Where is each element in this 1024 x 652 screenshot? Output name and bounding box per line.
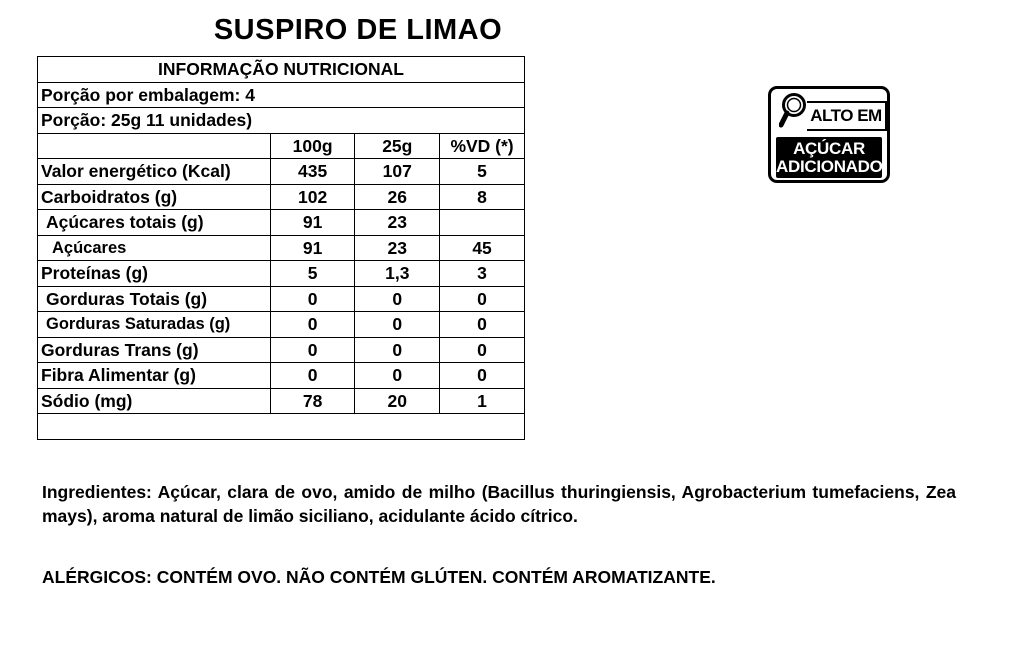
table-row [38,261,525,287]
high-sugar-warning-badge [768,86,890,183]
allergens-text: ALÉRGICOS: CONTÉM OVO. NÃO CONTÉM GLÚTEN. CONTÉM AROMATIZANTE. [42,567,716,587]
table-row [38,363,525,389]
badge-top-text: ALTO EM [807,101,887,131]
value-100g: 78 [270,388,355,414]
value-vd: 1 [440,388,525,414]
row-label: Gorduras Totais (g) [38,286,271,312]
value-25g: 0 [355,286,440,312]
value-100g: 102 [270,184,355,210]
table-footer-blank [38,414,525,440]
row-label: Sódio (mg) [38,388,271,414]
value-25g: 0 [355,312,440,338]
row-label: Gorduras Trans (g) [38,337,271,363]
value-25g: 0 [355,363,440,389]
product-title: SUSPIRO DE LIMAO [213,14,503,46]
value-25g: 1,3 [355,261,440,287]
value-vd: 0 [440,363,525,389]
value-vd: 8 [440,184,525,210]
value-25g: 26 [355,184,440,210]
value-100g: 5 [270,261,355,287]
value-100g: 0 [270,312,355,338]
value-vd: 0 [440,286,525,312]
table-row [38,286,525,312]
table-row [38,312,525,338]
value-100g: 0 [270,363,355,389]
nutrition-table [37,56,525,440]
column-header-100g: 100g [270,133,355,159]
value-25g: 0 [355,337,440,363]
value-100g: 91 [270,235,355,261]
value-25g: 107 [355,159,440,185]
value-100g: 0 [270,337,355,363]
value-25g: 20 [355,388,440,414]
serving-size: Porção: 25g 11 unidades) [38,108,525,134]
badge-line-2: ADICIONADO [776,157,883,176]
badge-line-1: AÇÚCAR [793,139,865,158]
nutrition-table-header: INFORMAÇÃO NUTRICIONAL [38,57,525,83]
table-row [38,210,525,236]
value-vd: 45 [440,235,525,261]
row-label: Açúcares [38,235,271,261]
table-row [38,337,525,363]
row-label: Fibra Alimentar (g) [38,363,271,389]
column-header-25g: 25g [355,133,440,159]
table-row [38,235,525,261]
value-100g: 91 [270,210,355,236]
table-row [38,184,525,210]
value-100g: 435 [270,159,355,185]
ingredients-text: Ingredientes: Açúcar, clara de ovo, amido de milho (Bacillus thuringiensis, Agrobacterium tumefaciens, Zea mays), aroma natural de limão siciliano, acidulante ácido cítrico. [42,482,956,526]
table-row [38,388,525,414]
badge-warning-box [776,137,882,178]
row-label: Gorduras Saturadas (g) [38,312,271,338]
row-label: Carboidratos (g) [38,184,271,210]
value-100g: 0 [270,286,355,312]
table-row [38,159,525,185]
value-vd: 3 [440,261,525,287]
row-label: Proteínas (g) [38,261,271,287]
column-header-blank [38,133,271,159]
value-25g: 23 [355,235,440,261]
column-header-vd: %VD (*) [440,133,525,159]
value-vd [440,210,525,236]
value-25g: 23 [355,210,440,236]
value-vd: 0 [440,337,525,363]
row-label: Valor energético (Kcal) [38,159,271,185]
value-vd: 0 [440,312,525,338]
value-vd: 5 [440,159,525,185]
row-label: Açúcares totais (g) [38,210,271,236]
servings-per-package: Porção por embalagem: 4 [38,82,525,108]
